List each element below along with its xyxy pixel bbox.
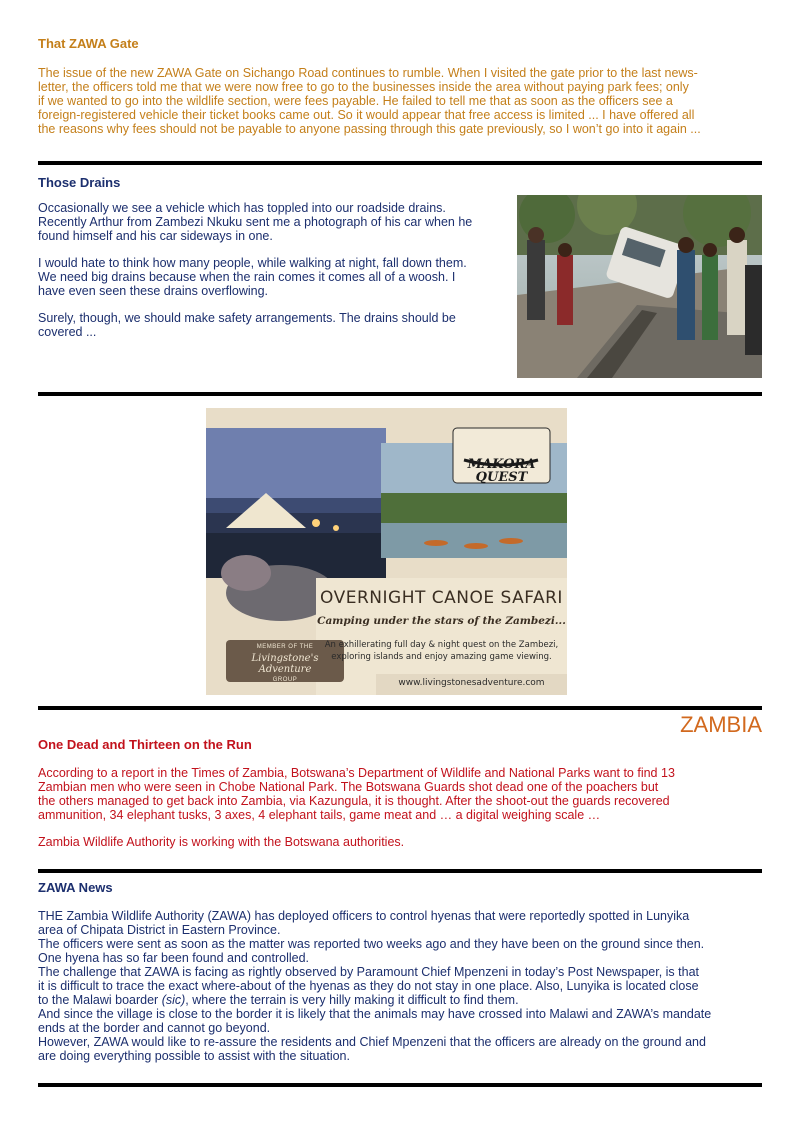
body-line: The challenge that ZAWA is facing as rightly observed by Paramount Chief Mpenzeni in today’s Post Newspaper, is that <box>38 965 699 979</box>
section-divider <box>38 161 762 165</box>
makora-quest-logo <box>453 458 550 484</box>
body-line: if we wanted to go into the wildlife section, were fees payable. He failed to tell me that as soon as the officers see a <box>38 94 673 108</box>
text-span: to the Malawi boarder <box>38 993 162 1007</box>
advert-desc-line: An exhillerating full day & night quest on the Zambezi, <box>324 640 559 650</box>
body-line: covered ... <box>38 325 97 339</box>
advert-tagline: Camping under the stars of the Zambezi... <box>317 615 566 627</box>
zawa-news-heading: ZAWA News <box>38 880 113 895</box>
body-line: Zambian men who were seen in Chobe National Park. The Botswana Guards shot dead one of the poachers but <box>38 780 659 794</box>
body-line: According to a report in the Times of Zambia, Botswana’s Department of Wildlife and National Parks want to find 13 <box>38 766 675 780</box>
badge-top-text: MEMBER OF THE <box>256 644 314 650</box>
poachers-body <box>38 766 778 849</box>
body-line: found himself and his car sideways in one. <box>38 229 273 243</box>
poachers-heading: One Dead and Thirteen on the Run <box>38 737 252 752</box>
brand-name-second: QUEST <box>475 470 528 485</box>
body-line: letter, the officers told me that we were now free to go to the businesses inside the area without paying park fees; only <box>38 80 689 94</box>
body-line: area of Chipata District in Eastern Province. <box>38 923 281 937</box>
body-line: Surely, though, we should make safety arrangements. The drains should be <box>38 311 456 325</box>
canoe-safari-advert[interactable] <box>206 408 567 695</box>
body-line: foreign-registered vehicle their ticket books came out. So it would appear that free access is limited ... I have offered all <box>38 108 695 122</box>
drains-body <box>38 201 513 339</box>
sic-marker: (sic) <box>161 993 186 1007</box>
body-line: are doing everything possible to assist with the situation. <box>38 1049 350 1063</box>
body-line: have even seen these drains overflowing. <box>38 284 269 298</box>
badge-name: Livingstone's Adventure <box>251 653 319 675</box>
advert-desc-line: exploring islands and enjoy amazing game viewing. <box>331 652 552 662</box>
section-divider <box>38 706 762 710</box>
section-divider <box>38 392 762 396</box>
body-line: THE Zambia Wildlife Authority (ZAWA) has deployed officers to control hyenas that were reportedly spotted in Lunyika <box>38 909 690 923</box>
body-line: We need big drains because when the rain comes it comes all of a woosh. I <box>38 270 456 284</box>
body-line: the reasons why fees should not be payable to anyone passing through this gate previously, so I won’t go into it again ... <box>38 122 701 136</box>
body-line: Zambia Wildlife Authority is working with the Botswana authorities. <box>38 835 405 849</box>
brand-name: MAKORA <box>467 457 536 472</box>
advert-title: OVERNIGHT CANOE SAFARI <box>320 588 563 608</box>
body-line: The officers were sent as soon as the matter was reported two weeks ago and they have been on the ground since then. <box>38 937 705 951</box>
text-span: , where the terrain is very hilly making it difficult to find them. <box>185 993 519 1007</box>
section-divider <box>38 869 762 873</box>
body-line: The issue of the new ZAWA Gate on Sichango Road continues to rumble. When I visited the gate prior to the last news- <box>38 66 698 80</box>
zawa-gate-body <box>38 66 778 136</box>
section-divider <box>38 1083 762 1087</box>
advert-description <box>316 639 567 663</box>
body-line: ends at the border and cannot go beyond. <box>38 1021 271 1035</box>
body-line: One hyena has so far been found and controlled. <box>38 951 310 965</box>
body-line: Occasionally we see a vehicle which has toppled into our roadside drains. <box>38 201 446 215</box>
livingstones-badge <box>226 644 344 683</box>
toppled-car-photo <box>517 195 762 378</box>
advert-url-link[interactable]: www.livingstonesadventure.com <box>398 678 545 688</box>
body-line: it is difficult to trace the exact where-about of the hyenas as they do not stay in one place. Also, Lunyika is located close <box>38 979 699 993</box>
body-line: Recently Arthur from Zambezi Nkuku sent me a photograph of his car when he <box>38 215 473 229</box>
drains-heading: Those Drains <box>38 175 121 190</box>
body-line <box>38 993 778 1007</box>
body-line: the others managed to get back into Zambia, via Kazungula, it is thought. After the shoot-out the guards recovered <box>38 794 670 808</box>
section-label-zambia: ZAMBIA <box>680 712 762 737</box>
body-line: And since the village is close to the border it is likely that the animals may have crossed into Malawi and ZAWA’s mandate <box>38 1007 712 1021</box>
body-line: ammunition, 34 elephant tusks, 3 axes, 4 elephant tails, game meat and … a digital weighing scale … <box>38 808 601 822</box>
body-line: I would hate to think how many people, while walking at night, fall down them. <box>38 256 467 270</box>
zawa-news-body <box>38 909 778 1063</box>
zawa-gate-heading: That ZAWA Gate <box>38 36 139 51</box>
body-line: However, ZAWA would like to re-assure the residents and Chief Mpenzeni that the officers are already on the ground and <box>38 1035 706 1049</box>
badge-bottom-text: GROUP <box>272 677 298 683</box>
